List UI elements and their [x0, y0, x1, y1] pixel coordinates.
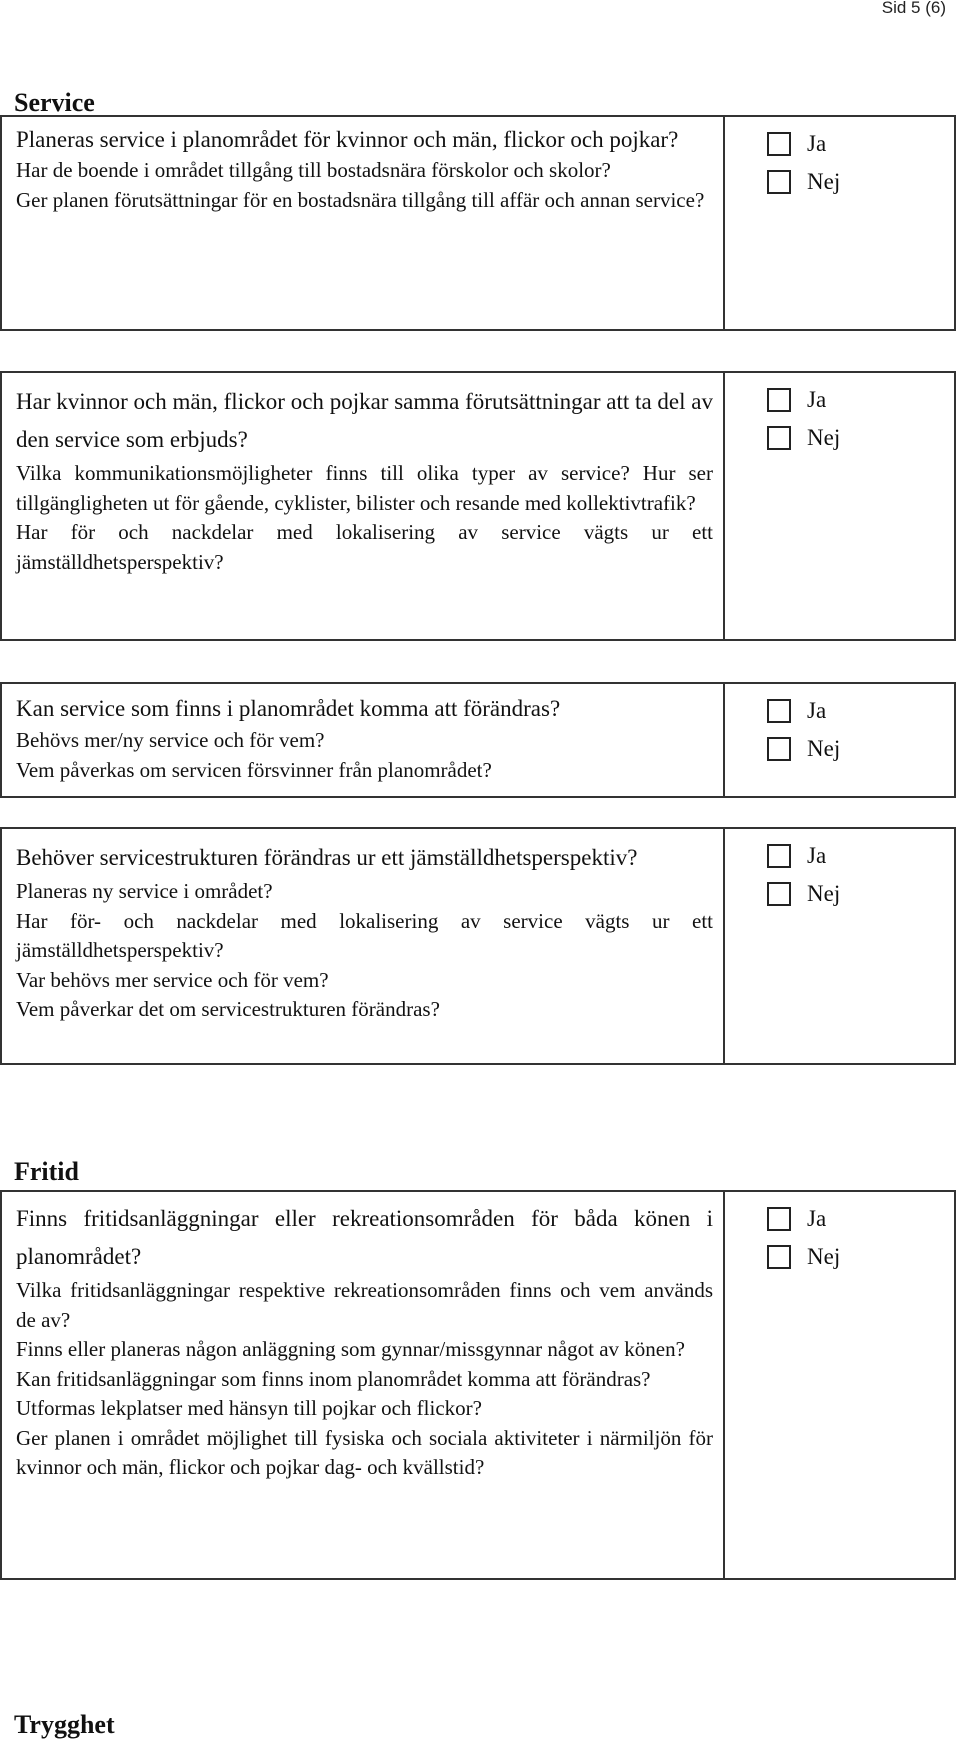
question-text: Behövs mer/ny service och för vem? [16, 728, 325, 752]
question-row [0, 682, 956, 798]
question-row [0, 1190, 956, 1580]
option-ja[interactable] [767, 125, 954, 163]
option-ja[interactable] [767, 837, 954, 875]
question-text: Ger planen förutsättningar för en bostadsnära tillgång till affär och annan service? [16, 187, 705, 212]
question-cell [0, 827, 723, 1065]
question-row [0, 827, 956, 1065]
checkbox[interactable] [767, 1245, 791, 1269]
checkbox[interactable] [767, 844, 791, 868]
checkbox[interactable] [767, 737, 791, 761]
option-ja[interactable] [767, 1200, 954, 1238]
question-cell [0, 115, 723, 331]
answer-cell [723, 115, 956, 331]
option-label: Ja [807, 843, 827, 868]
section-heading-trygghet: Trygghet [14, 1710, 115, 1739]
question-text: Har för- och nackdelar med lokalisering av service vägts ur ett jämställdhetsperspektiv? [16, 908, 713, 962]
option-label: Ja [807, 698, 827, 723]
checkbox[interactable] [767, 1207, 791, 1231]
question-text: Kan fritidsanläggningar som finns inom planområdet komma att förändras? [16, 1366, 651, 1391]
question-text: Finns eller planeras någon anläggning som gynnar/missgynnar något av könen? [16, 1337, 685, 1361]
question-row [0, 371, 956, 641]
option-ja[interactable] [767, 692, 954, 730]
question-cell [0, 1190, 723, 1580]
question-text: Vilka kommunikationsmöjligheter finns till olika typer av service? Hur ser tillgängligheten ut för gående, cyklister, bilister och resande med kollektivtrafik? [16, 461, 713, 515]
checkbox[interactable] [767, 426, 791, 450]
answer-cell [723, 827, 956, 1065]
option-label: Nej [807, 425, 841, 450]
option-nej[interactable] [767, 875, 954, 913]
answer-cell [723, 682, 956, 798]
question-text: Har de boende i området tillgång till bostadsnära förskolor och skolor? [16, 158, 611, 182]
option-label: Nej [807, 881, 841, 906]
question-text: Behöver servicestrukturen förändras ur ett jämställdhetsperspektiv? [16, 845, 638, 870]
section-heading-fritid: Fritid [14, 1157, 79, 1186]
option-label: Nej [807, 736, 841, 761]
section-heading-service: Service [14, 88, 95, 117]
question-text: Ger planen i området möjlighet till fysiska och sociala aktiviteter i närmiljön för kvinnor och män, flickor och pojkar dag- och kvällstid? [16, 1425, 713, 1479]
question-text: Vem påverkar det om servicestrukturen förändras? [16, 997, 440, 1021]
option-label: Ja [807, 1206, 827, 1231]
option-label: Nej [807, 1244, 841, 1269]
question-text: Utformas lekplatser med hänsyn till pojkar och flickor? [16, 1396, 482, 1420]
option-label: Nej [807, 169, 841, 194]
checkbox[interactable] [767, 388, 791, 412]
question-text: Finns fritidsanläggningar eller rekreationsområden för båda könen i planområdet? [16, 1206, 713, 1269]
option-nej[interactable] [767, 730, 954, 768]
option-nej[interactable] [767, 1238, 954, 1276]
checkbox[interactable] [767, 699, 791, 723]
question-text: Vilka fritidsanläggningar respektive rekreationsområden finns och vem används de av? [16, 1278, 713, 1332]
page-number: Sid 5 (6) [881, 0, 946, 17]
question-text: Planeras ny service i området? [16, 879, 273, 903]
option-label: Ja [807, 387, 827, 412]
question-text: Vem påverkas om servicen försvinner från planområdet? [16, 757, 492, 782]
answer-cell [723, 1190, 956, 1580]
checkbox[interactable] [767, 170, 791, 194]
option-nej[interactable] [767, 419, 954, 457]
question-row [0, 115, 956, 331]
answer-cell [723, 371, 956, 641]
checkbox[interactable] [767, 882, 791, 906]
question-text: Har för och nackdelar med lokalisering av service vägts ur ett jämställdhetsperspektiv? [16, 520, 713, 574]
question-cell [0, 682, 723, 798]
question-text: Var behövs mer service och för vem? [16, 967, 329, 992]
question-text: Kan service som finns i planområdet komma att förändras? [16, 696, 561, 721]
option-ja[interactable] [767, 381, 954, 419]
option-nej[interactable] [767, 163, 954, 201]
question-cell [0, 371, 723, 641]
question-text: Har kvinnor och män, flickor och pojkar samma förutsättningar att ta del av den service som erbjuds? [16, 389, 713, 452]
checkbox[interactable] [767, 132, 791, 156]
question-text: Planeras service i planområdet för kvinnor och män, flickor och pojkar? [16, 127, 679, 152]
option-label: Ja [807, 131, 827, 156]
